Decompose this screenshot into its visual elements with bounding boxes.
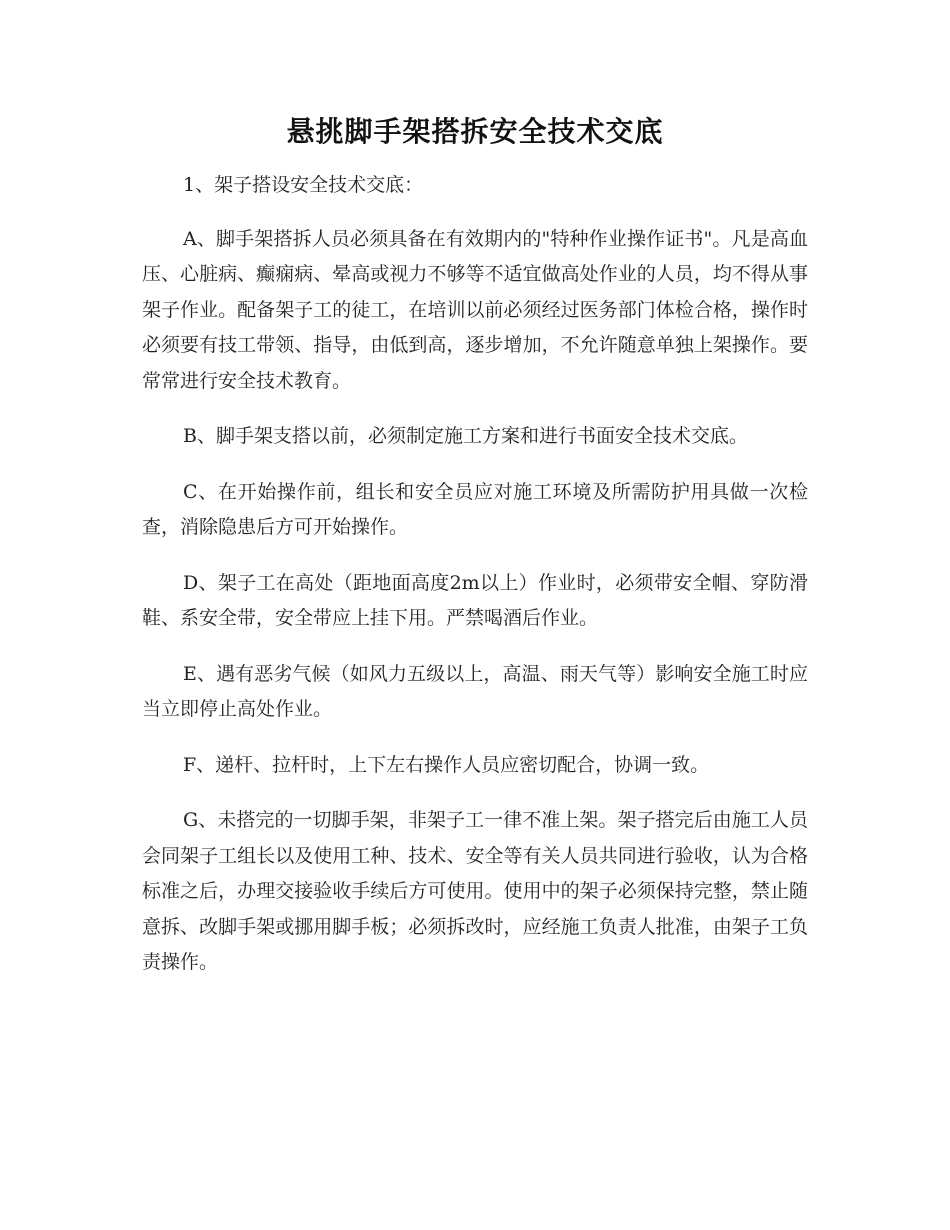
paragraph-b: B、脚手架支搭以前，必须制定施工方案和进行书面安全技术交底。 [183, 425, 748, 447]
paragraph-e: E、遇有恶劣气候（如风力五级以上，高温、雨天气等）影响安全施工时应当立即停止高处作业。 [142, 662, 808, 720]
section-heading: 1、架子搭设安全技术交底： [183, 174, 424, 196]
paragraph-f: F、递杆、拉杆时，上下左右操作人员应密切配合，协调一致。 [183, 753, 710, 776]
paragraph-a: A、脚手架搭拆人员必须具备在有效期内的"特种作业操作证书"。凡是高血压、心脏病、癫痫病、晕高或视力不够等不适宜做高处作业的人员，均不得从事架子作业。配备架子工的徒工，在培训以前必须经过医务部门体检合格，操作时必须要有技工带领、指导，由低到高，逐步增加，不允许随意单独上架操作。要常常进行安全技术教育。 [142, 227, 808, 392]
paragraph-c: C、在开始操作前，组长和安全员应对施工环境及所需防护用具做一次检查，消除隐患后方可开始操作。 [142, 480, 808, 538]
paragraph-d: D、架子工在高处（距地面高度2m以上）作业时，必须带安全帽、穿防滑鞋、系安全带，安全带应上挂下用。严禁喝酒后作业。 [142, 571, 808, 629]
document-body [142, 168, 808, 1001]
paragraph-g: G、未搭完的一切脚手架，非架子工一律不准上架。架子搭完后由施工人员会同架子工组长以及使用工种、技术、安全等有关人员共同进行验收，认为合格标准之后，办理交接验收手续后方可使用。使用中的架子必须保持完整，禁止随意拆、改脚手架或挪用脚手板；必须拆改时，应经施工负责人批准，由架子工负责操作。 [142, 809, 808, 973]
document-title: 悬挑脚手架搭拆安全技术交底 [286, 115, 664, 148]
